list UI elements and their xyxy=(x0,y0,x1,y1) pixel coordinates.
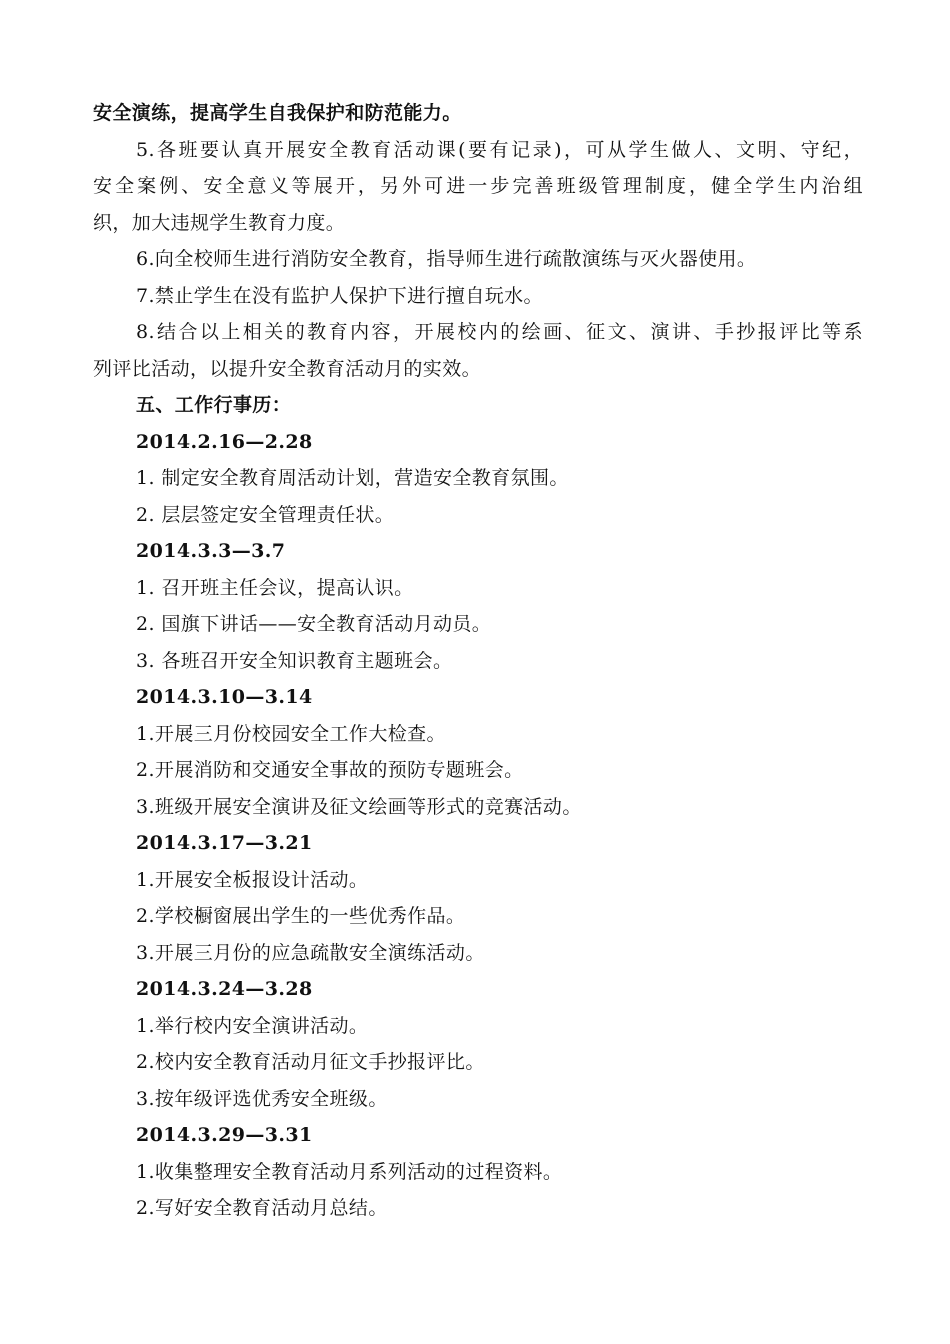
item-5-line-2: 安全案例、安全意义等展开，另外可进一步完善班级管理制度，健全学生内治组 xyxy=(93,175,863,197)
period-date: 2014.3.29—3.31 xyxy=(136,1124,313,1146)
item-5-line-3: 织，加大违规学生教育力度。 xyxy=(93,211,346,234)
period-date: 2014.3.24—3.28 xyxy=(136,978,313,1000)
period-item: 2.写好安全教育活动月总结。 xyxy=(136,1197,388,1219)
section-heading: 五、工作行事历： xyxy=(136,394,292,416)
period-item: 2. 层层签定安全管理责任状。 xyxy=(136,503,395,526)
period-item: 3. 各班召开安全知识教育主题班会。 xyxy=(136,649,453,672)
period-date: 2014.3.10—3.14 xyxy=(136,686,313,708)
schedule-period xyxy=(93,679,863,825)
period-item: 1. 召开班主任会议，提高认识。 xyxy=(136,576,414,599)
item-5-line-1: 5.各班要认真开展安全教育活动课(要有记录)，可从学生做人、文明、守纪， xyxy=(136,138,863,161)
period-date: 2014.2.16—2.28 xyxy=(136,430,313,453)
period-item: 1.举行校内安全演讲活动。 xyxy=(136,1014,369,1037)
period-item: 2.开展消防和交通安全事故的预防专题班会。 xyxy=(136,759,524,781)
item-8-line-1: 8.结合以上相关的教育内容，开展校内的绘画、征文、演讲、手抄报评比等系 xyxy=(136,321,863,343)
period-item: 1. 制定安全教育周活动计划，营造安全教育氛围。 xyxy=(136,467,569,489)
item-6: 6.向全校师生进行消防安全教育，指导师生进行疏散演练与灭火器使用。 xyxy=(136,248,757,270)
period-item: 3.班级开展安全演讲及征文绘画等形式的竞赛活动。 xyxy=(136,795,582,818)
period-item: 2.校内安全教育活动月征文手抄报评比。 xyxy=(136,1051,485,1073)
schedule-period xyxy=(93,825,863,971)
schedule-period xyxy=(93,971,863,1117)
period-date: 2014.3.17—3.21 xyxy=(136,832,313,854)
period-item: 1.开展安全板报设计活动。 xyxy=(136,868,369,891)
period-item: 2. 国旗下讲话——安全教育活动月动员。 xyxy=(136,613,492,635)
item-8-line-2: 列评比活动，以提升安全教育活动月的实效。 xyxy=(93,357,482,380)
period-item: 2.学校橱窗展出学生的一些优秀作品。 xyxy=(136,905,466,927)
period-item: 3.开展三月份的应急疏散安全演练活动。 xyxy=(136,941,485,964)
period-item: 1.收集整理安全教育活动月系列活动的过程资料。 xyxy=(136,1160,563,1183)
intro-continuation: 安全演练，提高学生自我保护和防范能力。 xyxy=(93,102,462,124)
schedule-period xyxy=(93,424,863,534)
schedule-period xyxy=(93,533,863,679)
period-date: 2014.3.3—3.7 xyxy=(136,540,286,562)
period-item: 3.按年级评选优秀安全班级。 xyxy=(136,1087,388,1110)
item-7: 7.禁止学生在没有监护人保护下进行擅自玩水。 xyxy=(136,284,543,307)
schedule-period xyxy=(93,1117,863,1227)
period-item: 1.开展三月份校园安全工作大检查。 xyxy=(136,722,446,745)
document-body xyxy=(93,95,863,1227)
